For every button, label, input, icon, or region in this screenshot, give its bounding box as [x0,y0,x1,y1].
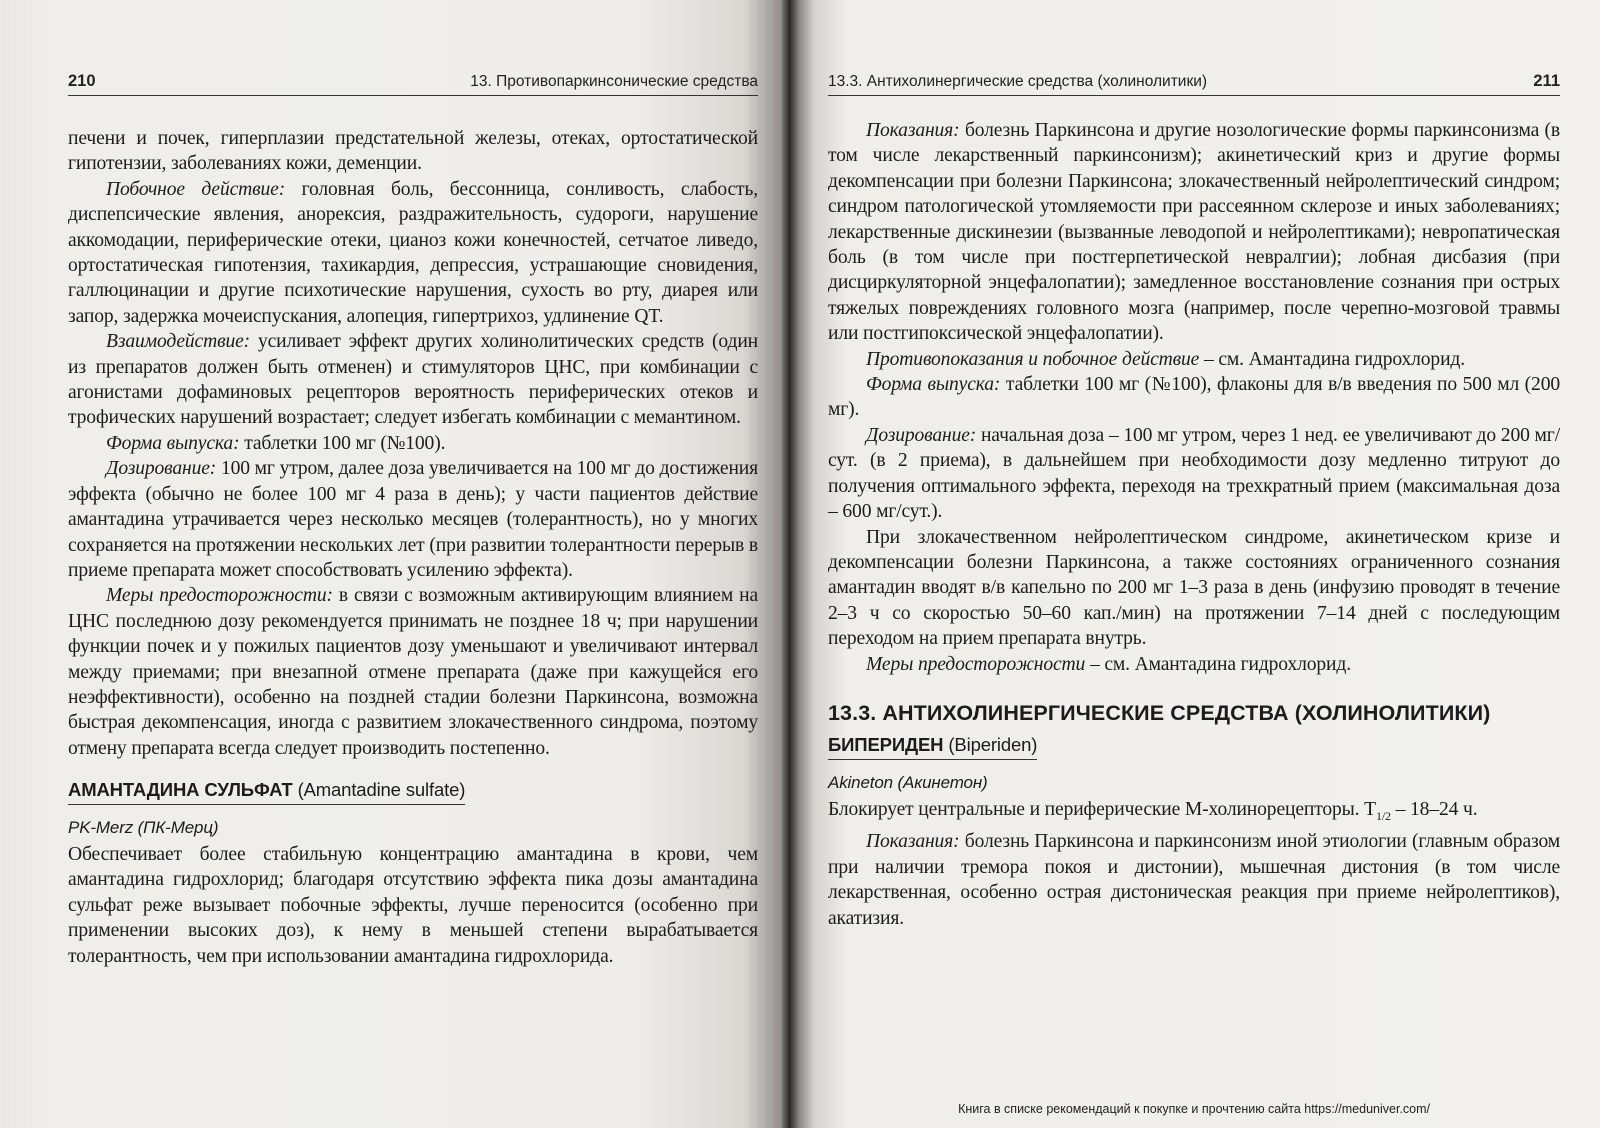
drug-name: БИПЕРИДЕН [828,734,944,756]
drug-heading [68,777,465,804]
drug-heading [828,732,1037,759]
mechanism-text: Блокирует центральные и периферические М-холинорецепторы. T [828,799,1376,821]
drug-description: Обеспечивает более стабильную концентрацию амантадина в крови, чем амантадина гидрохлорид; благодаря отсутствию эффекта пика дозы амантадина сульфат реже вызывает побочные эффекты, лучше переносится (особенно при применении высоких доз), к нему в меньшей степени вырабатывается толерантность, чем при использовании амантадина гидрохлорида. [68,843,758,967]
dosage-label: Дозирование: [106,458,217,480]
left-text-column [68,126,758,969]
precautions-label: Меры предосторожности [866,653,1086,675]
dosage-paragraph [828,423,1560,525]
precautions-text: в связи с возможным активирующим влиянием на ЦНС последнюю дозу рекомендуется принимать не позднее 18 ч; при нарушении функции почек и у пожилых пациентов дозу уменьшают и увеличивают интервал между приемами; при внезапной отмене препарата (даже при кажущейся его неэффективности), особенно на поздней стадии болезни Паркинсона, возможна быстрая декомпенсация, иногда с развитием злокачественного синдрома, поэтому отмену препарата всегда следует производить постепенно. [68,585,758,759]
half-life-subscript: 1/2 [1375,809,1391,824]
running-head: 13. Противопаркинсонические средства [470,73,758,90]
indications2-paragraph [828,829,1560,931]
form-label: Форма выпуска: [866,374,1001,396]
contraindications-text: – см. Амантадина гидрохлорид. [1203,348,1465,370]
form-paragraph [828,372,1560,423]
contraindications-paragraph [828,347,1560,372]
form-text: таблетки 100 мг (№100), флаконы для в/в введения по 500 мл (200 мг). [828,374,1560,421]
drug-name: АМАНТАДИНА СУЛЬФАТ [68,779,293,801]
contraindications-label: Противопоказания и побочное действие [866,348,1200,370]
interaction-paragraph [68,329,758,431]
right-page [790,0,1600,1128]
side-effects-paragraph [68,177,758,329]
precautions-paragraph [828,652,1560,677]
continued-paragraph: печени и почек, гиперплазии предстательной железы, отеках, ортостатической гипотензии, заболеваниях кожи, деменции. [68,128,758,175]
indications-label: Показания: [866,120,960,141]
dosage-text: начальная доза – 100 мг утром, через 1 нед. ее увеличивают до 200 мг/сут. (в 2 приема), в дальнейшем при необходимости дозу медленно титруют до получения оптимального эффекта, переходя на трехкратный прием (максимальная доза – 600 мг/сут.). [828,424,1560,523]
indications2-label: Показания: [866,831,960,853]
left-page-header [68,72,758,96]
indications2-text: болезнь Паркинсона и паркинсонизм иной этиологии (главным образом при наличии тремора покоя и дистонии), мышечная дистония (в том числе лекарственная, особенно острая дистоническая реакция при приеме нейролептиков), акатизия. [828,831,1560,929]
interaction-label: Взаимодействие: [106,331,251,353]
mechanism-paragraph [828,797,1560,829]
page-number: 211 [1533,72,1560,90]
precautions-paragraph [68,583,758,761]
precautions-label: Меры предосторожности: [106,585,333,607]
side-effects-label: Побочное действие: [106,178,286,200]
drug-latin-name: (Amantadine sulfate) [297,779,466,801]
running-head: 13.3. Антихолинергические средства (холинолитики) [828,73,1208,90]
right-page-header [828,72,1560,96]
dosage-label: Дозирование: [866,424,977,446]
indications-paragraph [828,118,1560,347]
section-heading: 13.3. АНТИХОЛИНЕРГИЧЕСКИЕ СРЕДСТВА (ХОЛИНОЛИТИКИ) [828,700,1491,725]
dosage-paragraph [68,456,758,583]
trade-name: PK-Merz (ПК-Мерц) [68,817,219,837]
dosage-text: 100 мг утром, далее доза увеличивается на 100 мг до достижения эффекта (обычно не более 100 мг 4 раза в день); у части пациентов действие амантадина утрачивается через несколько месяцев (толерантность), но у многих сохраняется на протяжении нескольких лет (при развитии толерантности перерыв в приеме препарата может способствовать усилению эффекта). [68,458,758,581]
footer-note: Книга в списке рекомендаций к покупке и прочтению сайта https://meduniver.com/ [958,1102,1430,1116]
side-effects-text: головная боль, бессонница, сонливость, слабость, диспепсические явления, анорексия, раздражительность, судороги, нарушение аккомодации, периферические отеки, цианоз кожи конечностей, сетчатое ливедо, ортостатическая гипотензия, тахикардия, депрессия, устрашающие сновидения, галлюцинации и другие психотические нарушения, сухость во рту, диарея или запор, задержка мочеиспускания, алопеция, гипертрихоз, удлинение QT. [68,178,758,327]
half-life-value: – 18–24 ч. [1390,799,1478,821]
iv-administration-paragraph: При злокачественном нейролептическом синдроме, акинетическом кризе и декомпенсации болезни Паркинсона, а также состояниях ограниченного сознания амантадин вводят в/в капельно по 200 мг 1–3 раза в день (инфузию проводят в течение 2–3 ч со скоростью 50–60 кап./мин) на протяжении 7–14 дней с последующим переходом на прием препарата внутрь. [828,526,1560,650]
indications-text: болезнь Паркинсона и другие нозологические формы паркинсонизма (в том числе лекарственный паркинсонизм); акинетический криз и другие формы декомпенсации при болезни Паркинсона; злокачественный нейролептический синдром; синдром патологической утомляемости при рассеянном склерозе и иных заболеваниях; лекарственные дискинезии (вызванные леводопой и нейролептиками); невропатическая боль (в том числе при постгерпетической невралгии); лобная дисбазия (при дисциркуляторной энцефалопатии); замедленное восстановление сознания при острых тяжелых повреждениях головного мозга (например, после черепно-мозговой травмы или постгипоксической энцефалопатии). [828,120,1560,345]
left-page [0,0,790,1128]
page-number: 210 [68,72,96,90]
trade-name: Akineton (Акинетон) [828,772,988,792]
right-text-column [828,118,1560,931]
interaction-text: усиливает эффект других холинолитических средств (один из препаратов должен быть отменен) и стимуляторов ЦНС, при комбинации с агонистами дофаминовых рецепторов вероятность периферических отеков и трофических нарушений возрастает; следует избегать комбинации с мемантином. [68,331,758,429]
form-paragraph [68,431,758,456]
drug-latin-name: (Biperiden) [948,734,1038,756]
precautions-text: – см. Амантадина гидрохлорид. [1089,653,1351,675]
form-text: таблетки 100 мг (№100). [244,432,446,454]
form-label: Форма выпуска: [106,432,240,454]
